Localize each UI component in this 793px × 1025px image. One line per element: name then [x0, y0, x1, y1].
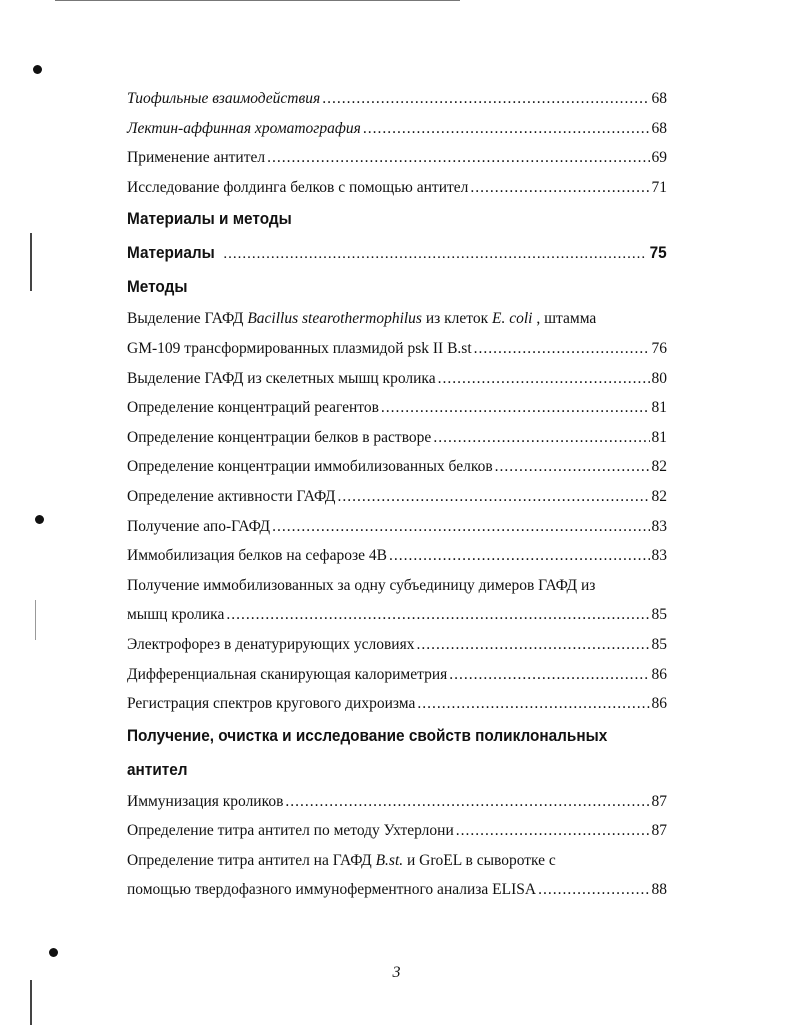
toc-entry-page: 68 [651, 119, 667, 137]
leader-dots [456, 816, 650, 846]
toc-entry-title: Определение концентрации иммобилизованных белков [127, 458, 493, 476]
toc-entry-title: Выделение ГАФД [127, 310, 248, 328]
toc-entry-title: Получение иммобилизованных за одну субъединицу димеров ГАФД из [127, 576, 596, 594]
toc-entry-title: из клеток [421, 310, 493, 328]
toc-entry-page: 69 [651, 149, 667, 167]
toc-entry [127, 816, 667, 846]
leader-dots [223, 237, 646, 271]
toc-entry-page: 80 [651, 369, 667, 387]
toc-entry-title: Иммунизация кроликов [127, 792, 284, 810]
scan-edge-line [35, 600, 36, 640]
section-heading: Получение, очистка и исследование свойств поликлональных [127, 726, 608, 745]
toc-entry-title: Иммобилизация белков на сефарозе 4B [127, 547, 387, 565]
leader-dots [285, 787, 649, 817]
leader-dots [433, 423, 649, 453]
toc-entry-title: Лектин-аффинная хроматография [127, 119, 361, 137]
leader-dots [363, 114, 650, 144]
scan-edge-line [30, 233, 32, 291]
toc-entry [127, 114, 667, 144]
species-name: E. coli [492, 310, 533, 328]
leader-dots [381, 393, 650, 423]
section-heading-title: Материалы [127, 244, 215, 263]
toc-entry [127, 630, 667, 660]
leader-dots [322, 84, 649, 114]
toc-entry-page: 76 [651, 339, 667, 357]
leader-dots [495, 452, 650, 482]
toc-entry-title: Определение концентрации белков в растворе [127, 428, 432, 446]
toc-entry-page: 75 [649, 244, 667, 263]
punch-hole-mark [33, 65, 42, 74]
toc-entry-title: Исследование фолдинга белков с помощью антител [127, 178, 469, 196]
toc-entry [127, 84, 667, 114]
leader-dots [470, 173, 649, 203]
toc-entry-page: 71 [651, 178, 667, 196]
leader-dots [538, 875, 649, 905]
toc-entry-title: и GroEL в сыворотке с [403, 851, 556, 869]
leader-dots [438, 364, 650, 394]
punch-hole-mark [49, 948, 58, 957]
toc-entry-page: 81 [651, 428, 667, 446]
toc-entry [127, 423, 667, 453]
toc-entry-title: Определение титра антител на ГАФД [127, 851, 376, 869]
toc-entry-title: мышц кролика [127, 606, 225, 624]
toc-entry [127, 689, 667, 719]
toc-entry-title: GM-109 трансформированных плазмидой psk II B.st [127, 339, 472, 357]
toc-entry-page: 86 [651, 665, 667, 683]
leader-dots [416, 630, 649, 660]
scan-edge-line [30, 980, 32, 1025]
toc-entry-page: 85 [651, 635, 667, 653]
leader-dots [474, 334, 650, 364]
toc-entry-title: Тиофильные взаимодействия [127, 90, 321, 107]
section-heading-entry [127, 236, 667, 270]
leader-dots [389, 541, 650, 571]
page-number: 3 [392, 964, 401, 981]
toc-entry-title: Определение титра антител по методу Ухтерлони [127, 822, 454, 840]
toc-entry-line [127, 571, 667, 601]
toc-entry [127, 512, 667, 542]
toc-entry [127, 541, 667, 571]
toc-entry-title: Выделение ГАФД из скелетных мышц кролика [127, 369, 436, 387]
toc-entry-page: 83 [651, 517, 667, 535]
species-name: Bacillus stearothermophilus [247, 310, 422, 328]
toc-entry-title: Применение антител [127, 149, 266, 167]
toc-entry-title: Определение активности ГАФД [127, 487, 336, 505]
toc-entry-line [127, 846, 667, 876]
toc-entry [127, 875, 667, 905]
leader-dots [449, 660, 649, 690]
toc-entry-page: 87 [651, 792, 667, 810]
toc-entry-page: 85 [651, 606, 667, 624]
toc-entry-page: 83 [651, 547, 667, 565]
toc-entry-title: Электрофорез в денатурирующих условиях [127, 635, 415, 653]
leader-dots [417, 689, 649, 719]
toc-entry-line [127, 304, 667, 334]
leader-dots [272, 512, 649, 542]
toc-entry-page: 88 [651, 881, 667, 899]
toc-entry-page: 82 [651, 487, 667, 505]
toc-entry-page: 81 [651, 399, 667, 417]
species-name: B.st. [375, 851, 404, 869]
table-of-contents [127, 84, 667, 905]
toc-entry [127, 600, 667, 630]
toc-entry-title: Получение апо-ГАФД [127, 517, 271, 535]
toc-entry [127, 452, 667, 482]
toc-entry [127, 660, 667, 690]
toc-entry [127, 364, 667, 394]
toc-entry [127, 787, 667, 817]
punch-hole-mark [35, 515, 44, 524]
toc-entry-title: Дифференциальная сканирующая калориметрия [127, 665, 448, 683]
toc-entry [127, 334, 667, 364]
leader-dots [226, 600, 649, 630]
leader-dots [267, 143, 649, 173]
toc-entry-page: 86 [651, 695, 667, 713]
toc-entry-page: 82 [651, 458, 667, 476]
section-heading: антител [127, 760, 188, 779]
top-rule [55, 0, 460, 1]
toc-entry [127, 482, 667, 512]
toc-entry [127, 393, 667, 423]
toc-entry-title: помощью твердофазного иммуноферментного анализа ELISA [127, 881, 537, 899]
toc-entry-page: 68 [651, 90, 667, 107]
section-heading: Материалы и методы [127, 210, 292, 229]
toc-entry-title: Регистрация спектров кругового дихроизма [127, 695, 416, 713]
toc-entry-title: , штамма [532, 310, 597, 328]
toc-entry-page: 87 [651, 822, 667, 840]
leader-dots [337, 482, 649, 512]
toc-entry [127, 173, 667, 203]
section-heading: Методы [127, 278, 188, 297]
toc-entry [127, 143, 667, 173]
toc-entry-title: Определение концентраций реагентов [127, 399, 379, 417]
